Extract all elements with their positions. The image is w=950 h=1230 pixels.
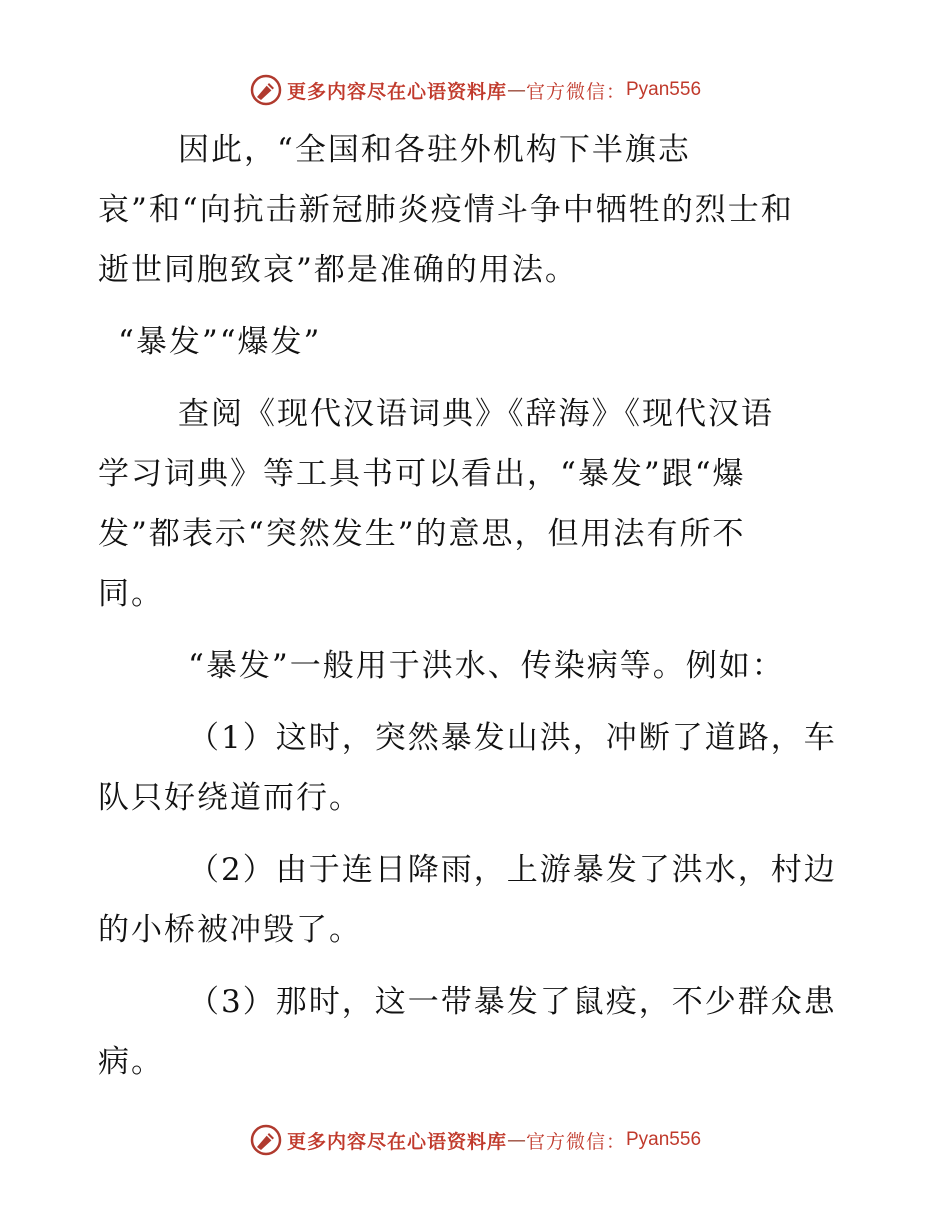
text-line: （3）那时，这一带暴发了鼠疫，不少群众患 [188, 984, 837, 1020]
text-line: “暴发”一般用于洪水、传染病等。例如： [188, 648, 785, 684]
heading-text: “暴发”“爆发” [118, 324, 322, 360]
text-line: 病。 [98, 1044, 164, 1080]
text-line: 发”都表示“突然发生”的意思，但用法有所不 [98, 516, 746, 552]
watermark-separator: — [506, 79, 526, 101]
watermark-text: 更多内容尽在心语资料库 [286, 1130, 507, 1153]
watermark-id: Pyan556 [626, 1129, 702, 1150]
watermark-separator: — [506, 1129, 526, 1151]
text-line: 因此，“全国和各驻外机构下半旗志 [178, 132, 691, 168]
text-line: 队只好绕道而行。 [98, 780, 362, 816]
watermark-label: 官方微信： [525, 1130, 626, 1153]
watermark-label: 官方微信： [525, 80, 626, 103]
text-line: （1）这时，突然暴发山洪，冲断了道路，车 [188, 720, 837, 756]
pen-nib-circle-icon [249, 1123, 283, 1157]
example-1 [98, 708, 858, 828]
watermark-footer [0, 1120, 950, 1160]
text-line: 同。 [98, 576, 164, 612]
paragraph-dictionaries [98, 384, 858, 624]
example-3 [98, 972, 858, 1092]
text-line: （2）由于连日降雨，上游暴发了洪水，村边 [188, 852, 837, 888]
pen-nib-circle-icon [249, 73, 283, 107]
watermark-id: Pyan556 [626, 79, 702, 100]
watermark-header [0, 70, 950, 110]
text-line: 哀”和“向抗击新冠肺炎疫情斗争中牺牲的烈士和 [98, 192, 794, 228]
text-line: 的小桥被冲毁了。 [98, 912, 362, 948]
paragraph-usage [98, 636, 858, 696]
section-heading [98, 312, 858, 372]
example-2 [98, 840, 858, 960]
paragraph-conclusion [98, 120, 858, 300]
text-line: 逝世同胞致哀”都是准确的用法。 [98, 252, 578, 288]
text-line: 学习词典》等工具书可以看出，“暴发”跟“爆 [98, 456, 746, 492]
document-body [98, 120, 858, 1092]
text-line: 查阅《现代汉语词典》《辞海》《现代汉语 [178, 396, 774, 432]
watermark-text: 更多内容尽在心语资料库 [286, 80, 507, 103]
